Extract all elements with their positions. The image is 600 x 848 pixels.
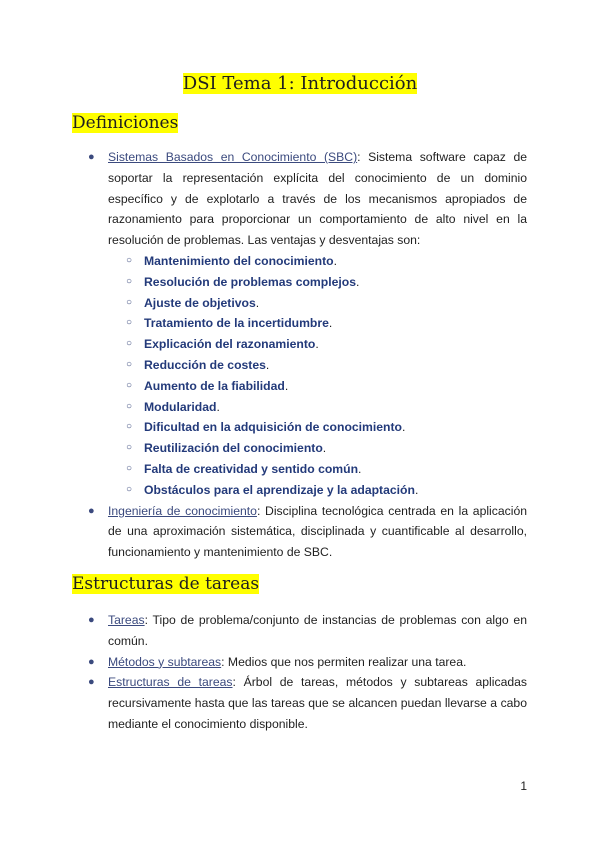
sub-item: ○ Falta de creatividad y sentido común. [108,459,527,480]
circle-bullet-icon: ○ [126,317,133,329]
definition-text: : Disciplina tecnológica centrada en la aplicación de una aproximación sistemática, disciplinada y cuantificable al desarrollo, funcionamiento y mantenimiento de SBC. [108,503,527,560]
circle-bullet-icon: ○ [126,400,133,412]
definiciones-list [72,147,527,563]
definition-text: : Tipo de problema/conjunto de instancias de problemas con algo en común. [108,613,527,648]
circle-bullet-icon: ○ [126,421,133,433]
term-link-estructuras[interactable]: Estructuras de tareas [108,675,233,690]
page-title: DSI Tema 1: Introducción [182,73,418,94]
circle-bullet-icon: ○ [126,275,133,287]
bullet-icon: ● [88,151,95,163]
list-item-metodos [72,652,527,673]
sub-item: ○ Explicación del razonamiento. [108,334,527,355]
sub-item: ○ Aumento de la fiabilidad. [108,376,527,397]
sub-item: ○ Ajuste de objetivos. [108,293,527,314]
section-heading-definiciones: Definiciones [72,113,179,133]
sub-item: ○ Reducción de costes. [108,355,527,376]
list-item-tareas [72,610,527,652]
sub-item: ○ Modularidad. [108,397,527,418]
definition-text: : Sistema software capaz de soportar la representación explícita del conocimiento de un dominio específico y de explotarlo a través de los mecanismos apropiados de razonamiento para proporcionar un comportamiento de alto nivel en la resolución de problemas. Las ventajas y desventajas son: [108,150,527,248]
list-item-sbc [72,147,527,501]
bullet-icon: ● [88,676,95,689]
sub-item: ○ Dificultad en la adquisición de conocimiento. [108,417,527,438]
circle-bullet-icon: ○ [126,462,133,474]
page-number: 1 [520,779,527,793]
sbc-sublist [108,251,527,501]
sub-item: ○ Obstáculos para el aprendizaje y la adaptación. [108,480,527,501]
sub-item: ○ Resolución de problemas complejos. [108,272,527,293]
bullet-icon: ● [88,504,95,517]
estructuras-list [72,610,527,735]
bullet-icon: ● [88,655,95,668]
term-link-tareas[interactable]: Tareas [108,613,145,627]
section-heading-estructuras: Estructuras de tareas [72,574,260,594]
circle-bullet-icon: ○ [126,338,133,350]
definition-text: : Árbol de tareas, métodos y subtareas aplicadas recursivamente hasta que las tareas que se alcancen puedan llevarse a cabo mediante el conocimiento disponible. [108,675,527,731]
sub-item: ○ Reutilización del conocimiento. [108,438,527,459]
circle-bullet-icon: ○ [126,358,133,370]
circle-bullet-icon: ○ [126,379,133,391]
list-item-estructuras [72,672,527,734]
circle-bullet-icon: ○ [126,296,133,308]
sub-item: ○ Tratamiento de la incertidumbre. [108,313,527,334]
list-item-ingenieria [72,501,527,563]
circle-bullet-icon: ○ [126,254,133,266]
term-link-sbc[interactable]: Sistemas Basados en Conocimiento (SBC) [108,150,358,164]
term-link-metodos[interactable]: Métodos y subtareas [108,654,222,669]
term-link-ingenieria[interactable]: Ingeniería de conocimiento [108,503,257,518]
circle-bullet-icon: ○ [126,483,133,495]
bullet-icon: ● [88,614,95,626]
circle-bullet-icon: ○ [126,442,133,454]
sub-item: ○ Mantenimiento del conocimiento. [108,251,527,272]
definition-text: : Medios que nos permiten realizar una tarea. [221,654,467,669]
